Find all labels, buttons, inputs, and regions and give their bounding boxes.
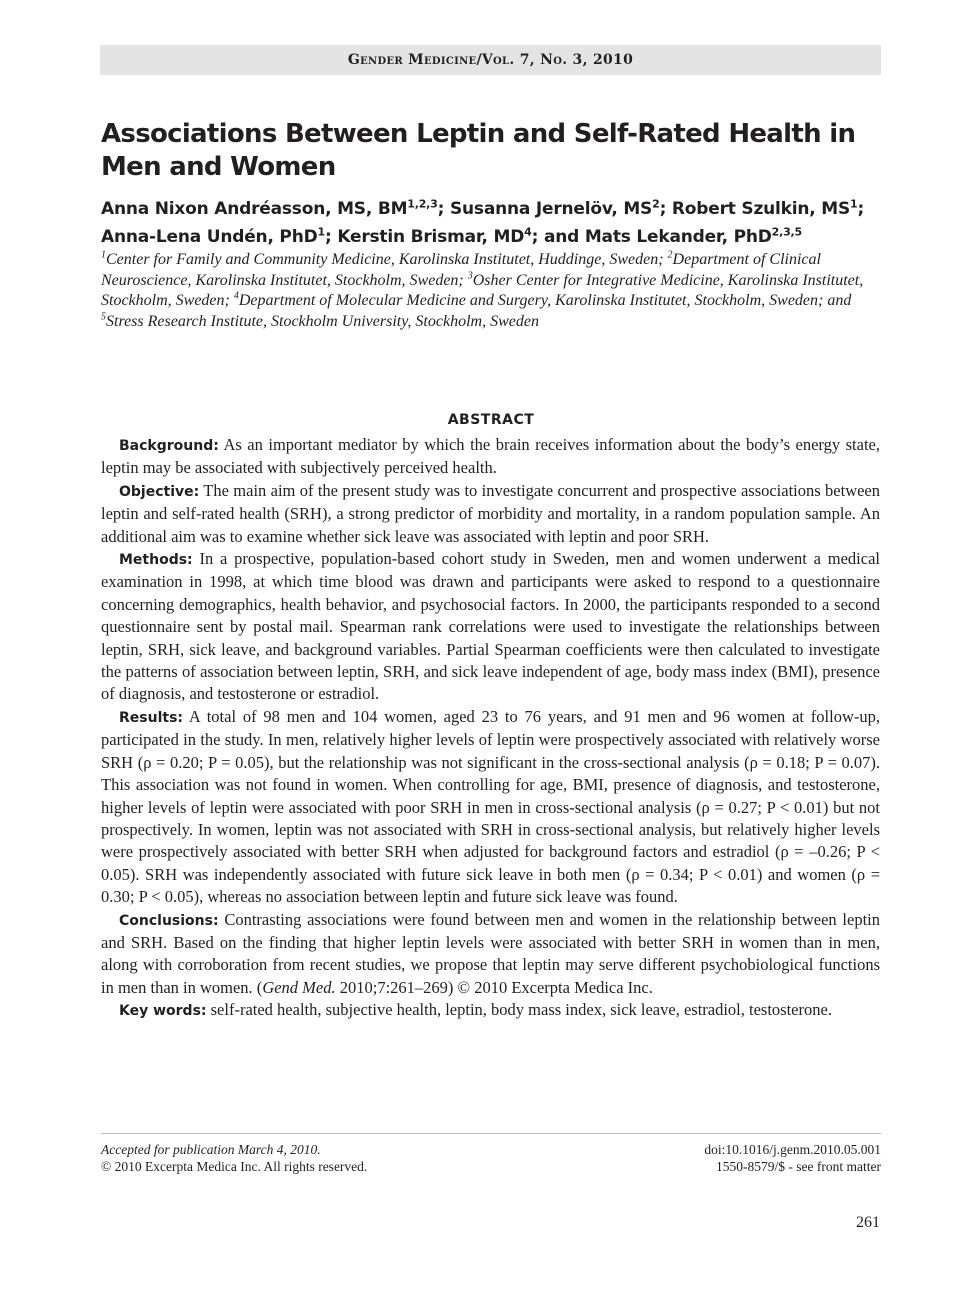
abstract-keywords [101,999,880,1022]
author-separator: ; [659,199,672,219]
abstract-heading: ABSTRACT [447,412,535,428]
abstract-results [101,706,880,909]
section-text: Contrasting associations were found between men and women in the relationship between leptin and SRH. Based on the finding that higher leptin levels were associated with better SRH in women than in men, along with corroboration from recent studies, we propose that leptin may serve different psychobiological functions in men than in women. ( [101,909,881,997]
author-affil-sup: 1 [850,197,858,211]
author-name: Susanna Jernelöv, MS [449,199,653,219]
author-affil-sup: 2,3,5 [771,225,802,239]
article-title: Associations Between Leptin and Self-Rated Health in Men and Women [101,119,856,182]
section-label: Objective: [119,483,200,500]
section-label: Methods: [119,552,193,569]
accepted-date: Accepted for publication March 4, 2010. [101,1142,321,1157]
page-number: 261 [856,1214,880,1231]
section-text: In a prospective, population-based cohort study in Sweden, men and women underwent a medical examination in 1998, at which time blood was drawn and participants were asked to respond to a questionnaire concerning demographics, health behavior, and psychosocial factors. In 2000, the participants responded to a second questionnaire sent by postal mail. Spearman rank correlations were used to investigate the relationships between leptin, SRH, sick leave, and background variables. Partial Spearman coefficients were then calculated to investigate the patterns of association between leptin, SRH, and sick leave independent of age, body mass index (BMI), presence of diagnosis, and testosterone or estradiol. [101,549,880,704]
abstract-background [101,434,880,480]
keywords-label: Key words: [119,1003,207,1020]
affil-text: Osher Center for Integrative Medicine, Karolinska Institutet, Stockholm, Sweden; [101,271,864,309]
author-separator: ; [857,199,865,219]
citation-journal: Gend Med. [262,977,336,997]
author-list [101,195,891,251]
affil-sup: 5 [101,311,106,323]
journal-header: Gender Medicine/Vol. 7, No. 3, 2010 [100,45,881,75]
author-affil-sup: 2 [652,197,660,211]
footer-right [704,1141,881,1175]
affil-sup: 1 [101,249,106,261]
section-text: As an important mediator by which the brain receives information about the body’s energy state, leptin may be associated with subjectively perceived health. [101,435,880,478]
keywords-text: self-rated health, subjective health, leptin, body mass index, sick leave, estradiol, testosterone. [210,1000,832,1020]
section-label: Results: [119,709,183,726]
affiliations [101,250,891,332]
abstract-conclusions [101,909,880,1000]
affil-sup: 4 [233,290,239,302]
section-label: Background: [119,438,219,454]
author-affil-sup: 1,2,3 [407,197,438,211]
author-separator: ; and [531,227,585,247]
section-text: The main aim of the present study was to investigate concurrent and prospective associations between leptin and self-rated health (SRH), a strong predictor of morbidity and mortality, in a random population sample. An additional aim was to examine whether sick leave was associated with leptin and poor SRH. [101,480,881,546]
author-separator: ; [437,199,450,219]
author-affil-sup: 1 [317,225,325,239]
author-name: Kerstin Brismar, MD [337,227,525,247]
author-name: Robert Szulkin, MS [671,199,851,219]
affil-sup: 2 [667,249,673,261]
footer-divider [101,1133,881,1134]
affil-text: Department of Molecular Medicine and Surgery, Karolinska Institutet, Stockholm, Sweden; and [238,292,852,309]
footer-left [101,1141,367,1175]
section-label: Conclusions: [119,912,219,929]
author-name: Mats Lekander, PhD [584,227,772,247]
doi: doi:10.1016/j.genm.2010.05.001 [704,1142,881,1157]
author-affil-sup: 4 [524,225,532,239]
citation-rest: 2010;7:261–269) © 2010 Excerpta Medica Inc. [335,977,653,997]
issn: 1550-8579/$ - see front matter [716,1159,881,1174]
abstract-body [101,434,880,1023]
author-name: Anna Nixon Andréasson, MS, BM [101,199,408,219]
section-text: A total of 98 men and 104 women, aged 23 to 76 years, and 91 men and 96 women at follow-up, participated in the study. In men, relatively higher levels of leptin were prospectively associated with relatively worse SRH (ρ = 0.20; P = 0.05), but the relationship was not significant in the cross-sectional analysis (ρ = 0.18; P = 0.07). This association was not found in women. When controlling for age, BMI, presence of diagnosis, and testosterone, higher levels of leptin were associated with poor SRH in men in cross-sectional analysis (ρ = 0.27; P < 0.01) but not prospectively. In women, leptin was not associated with SRH in cross-sectional analysis, but relatively higher levels were prospectively associated with better SRH when adjusted for background factors and estradiol (ρ = –0.26; P < 0.05). SRH was independently associated with future sick leave in both men (ρ = 0.34; P < 0.01) and women (ρ = 0.30; P < 0.05), whereas no association between leptin and future sick leave was found. [101,706,880,907]
author-name: Anna-Lena Undén, PhD [101,227,318,247]
affil-text: Center for Family and Community Medicine, Karolinska Institutet, Huddinge, Sweden; [106,251,668,268]
affil-text: Department of Clinical Neuroscience, Karolinska Institutet, Stockholm, Sweden; [101,251,821,289]
abstract-methods [101,548,880,706]
author-separator: ; [324,227,338,247]
affil-sup: 3 [467,270,473,282]
copyright: © 2010 Excerpta Medica Inc. All rights reserved. [101,1159,368,1174]
abstract-objective [101,480,880,548]
affil-text: Stress Research Institute, Stockholm University, Stockholm, Sweden [106,312,539,330]
